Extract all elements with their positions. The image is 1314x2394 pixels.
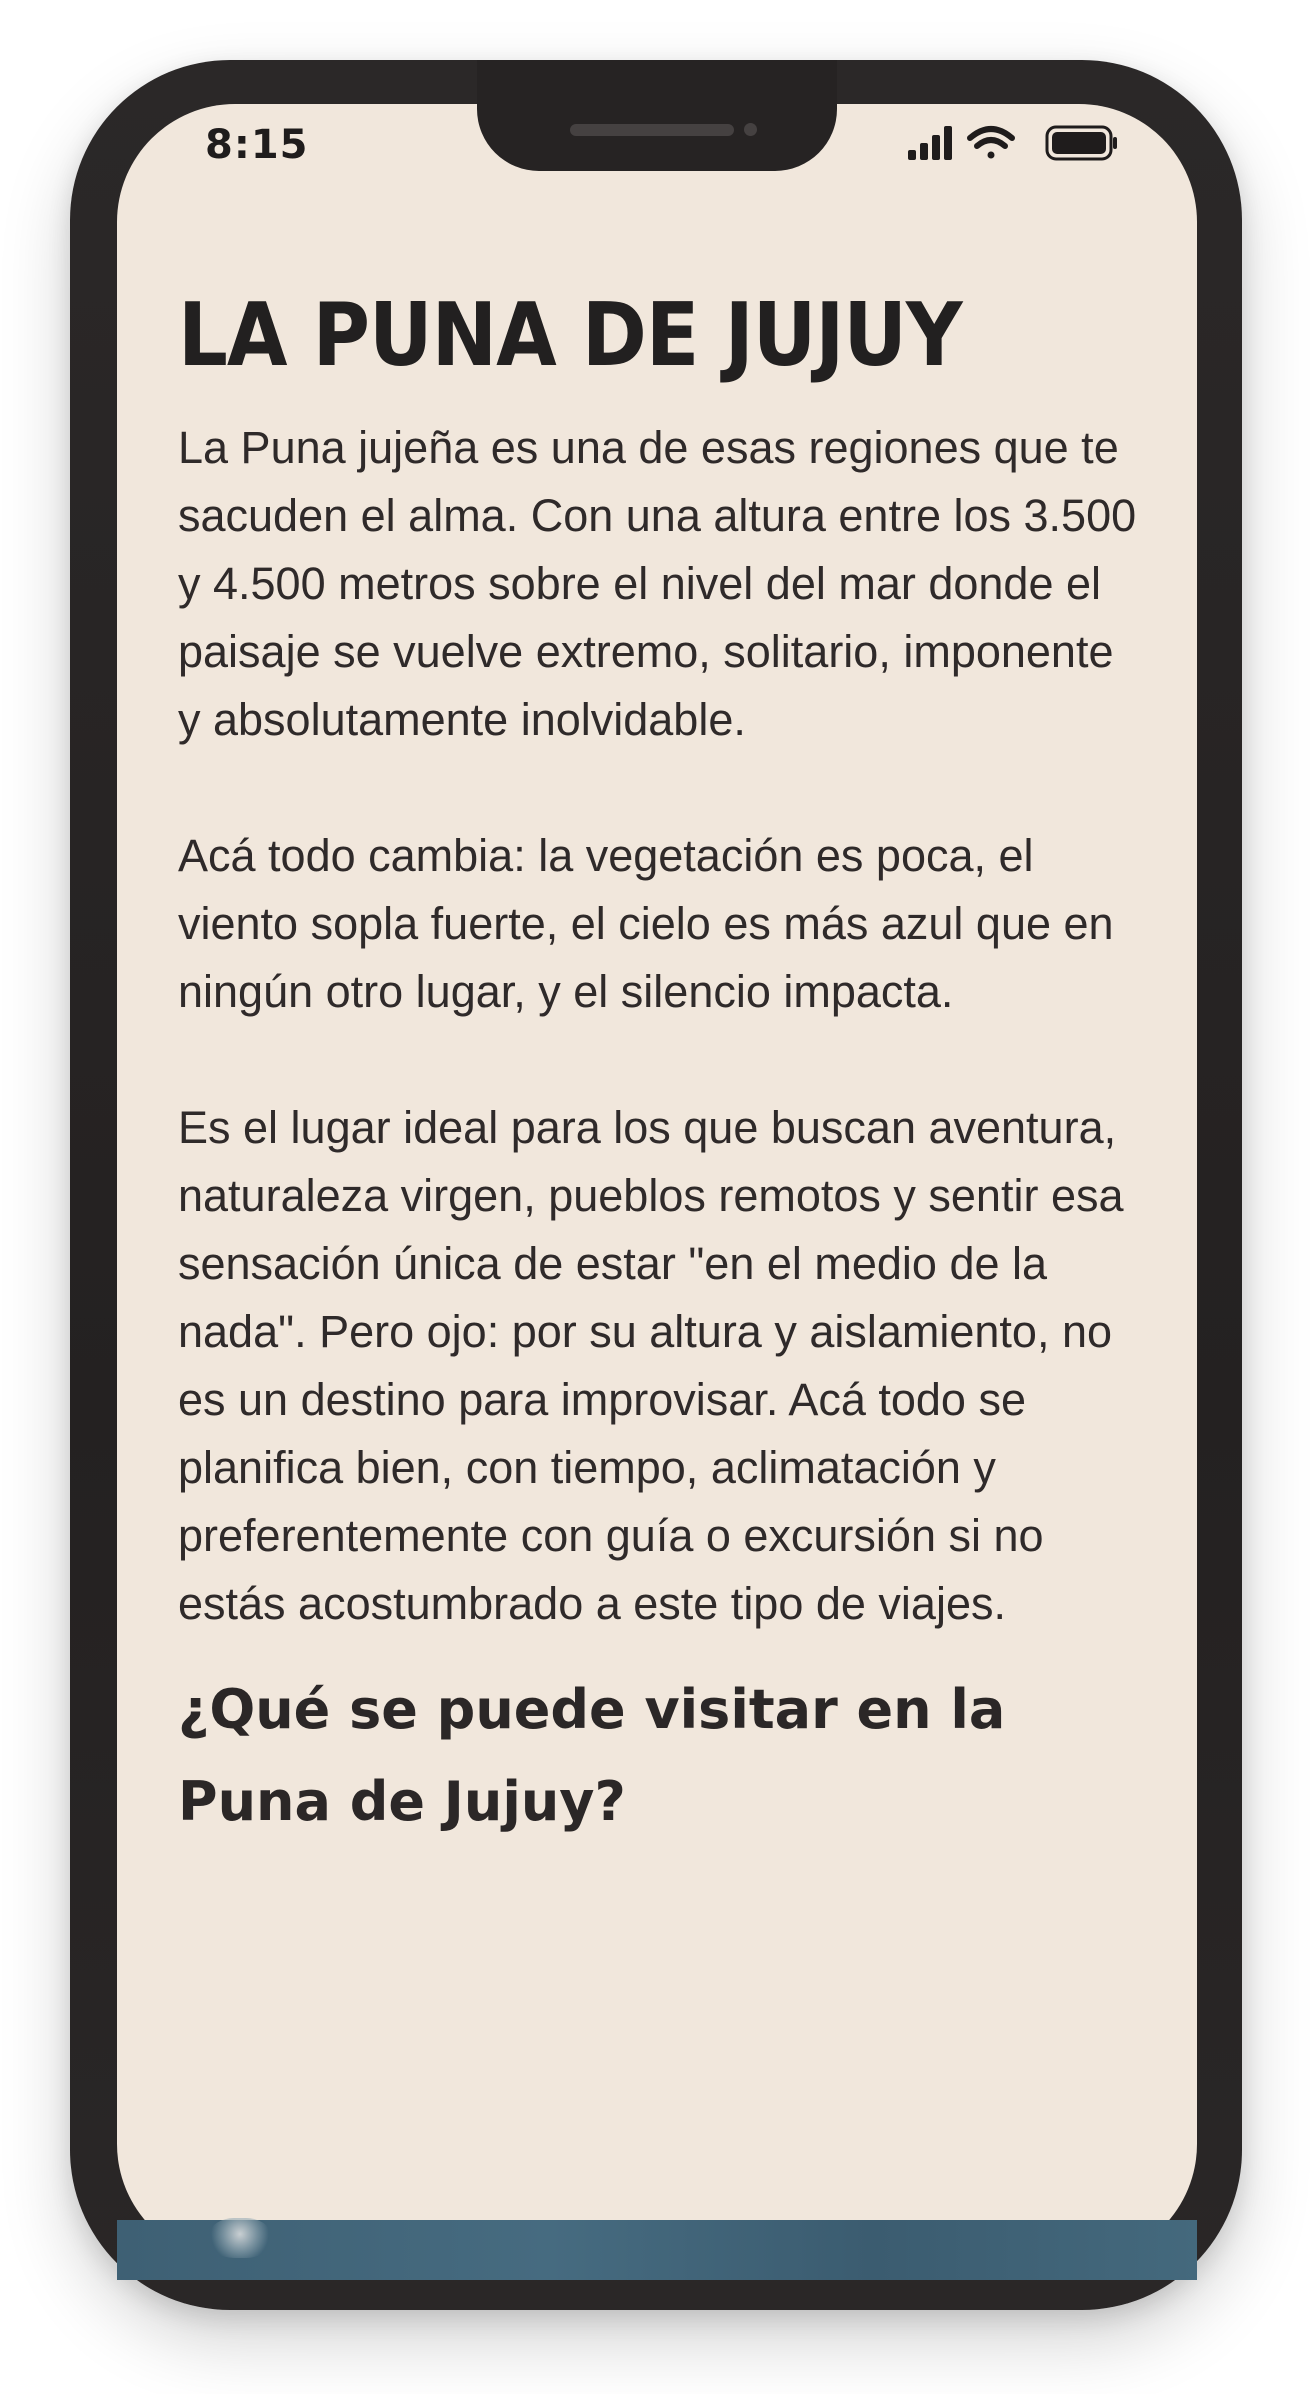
photo-cloud-detail <box>210 2218 270 2258</box>
status-bar-time: 8:15 <box>205 122 309 168</box>
article-subtitle: ¿Qué se puede visitar en la Puna de Jujuy? <box>178 1678 1006 1833</box>
article-paragraph-intro: La Puna jujeña es una de esas regiones que te sacuden el alma. Con una altura entre los 3.500 y 4.500 metros sobre el nivel del mar donde el paisaje se vuelve extremo, solitario, imponente y absolutamente inolvidable. <box>178 422 1137 745</box>
article-content <box>178 280 1148 1848</box>
battery-icon <box>1047 127 1117 159</box>
article-title: LA PUNA DE JUJUY <box>178 284 962 386</box>
front-camera <box>744 123 757 136</box>
article-paragraph-travel-advice: Es el lugar ideal para los que buscan aventura, naturaleza virgen, pueblos remotos y sentir esa sensación única de estar "en el medio de la nada". Pero ojo: por su altura y aislamiento, no es un destino para improvisar. Acá todo se planifica bien, con tiempo, aclimatación y preferentemente con guía o excursión si no estás acostumbrado a este tipo de viajes. <box>178 1102 1124 1629</box>
article-paragraph-landscape: Acá todo cambia: la vegetación es poca, el viento sopla fuerte, el cielo es más azul que en ningún otro lugar, y el silencio impacta. <box>178 830 1114 1017</box>
status-bar-icons <box>908 124 1120 168</box>
landscape-photo <box>117 2220 1197 2280</box>
wifi-icon <box>970 129 1012 159</box>
phone-notch <box>477 60 837 171</box>
speaker-grille <box>570 124 734 136</box>
cellular-signal-icon <box>908 126 952 160</box>
status-icons-svg <box>908 124 1120 168</box>
